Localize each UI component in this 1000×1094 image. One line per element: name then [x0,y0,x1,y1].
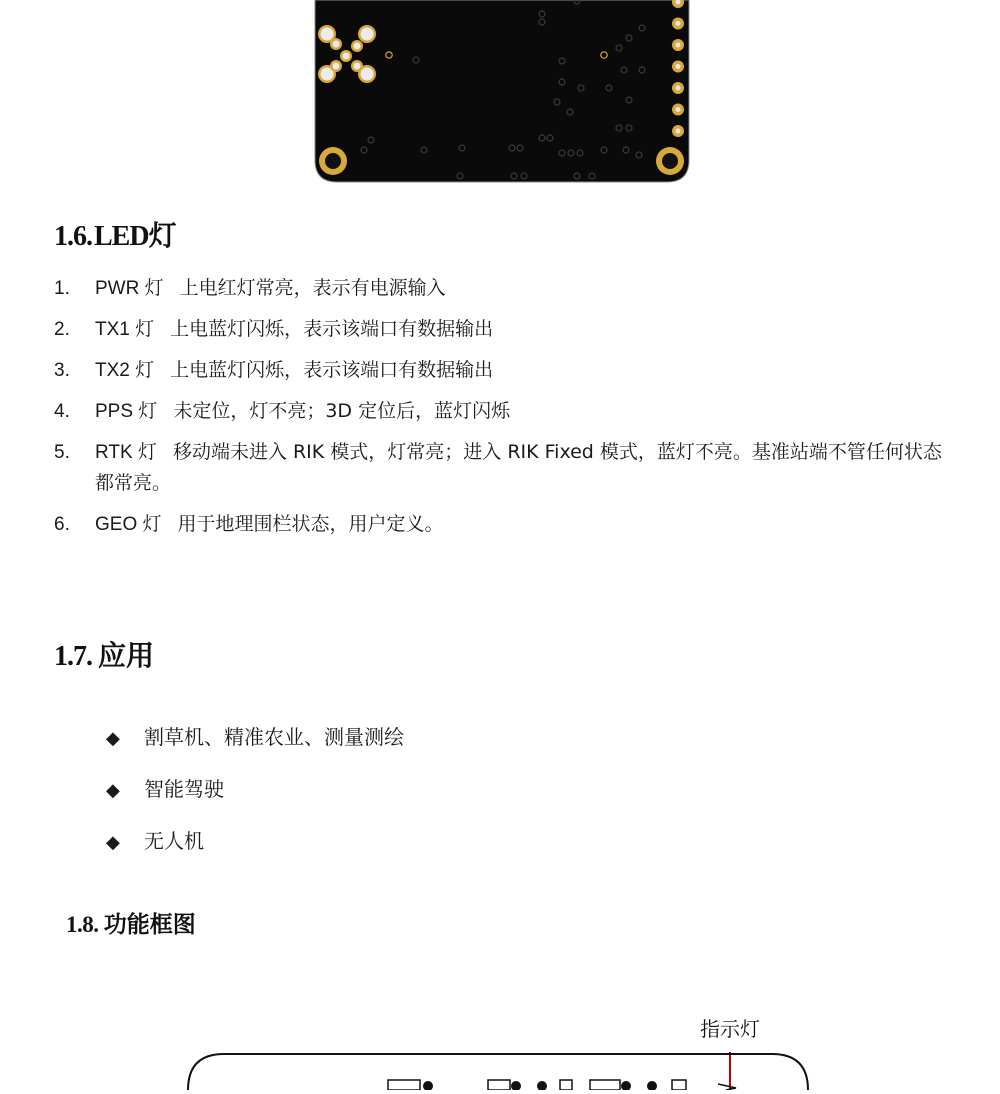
led-name: GEO 灯 [95,514,162,535]
applications-list [106,720,404,876]
diamond-bullet-icon: ◆ [106,780,120,801]
led-name: PPS 灯 [95,401,158,422]
mirrored-led-silkscreen [388,1080,736,1090]
edge-pad-center [676,64,681,69]
edge-pad-center [676,86,681,91]
led-list-item [54,396,954,427]
diagram-drawing [0,1010,1000,1090]
diamond-bullet-icon: ◆ [106,728,120,749]
application-text: 智能驾驶 [144,777,224,801]
list-number: 3. [54,360,70,381]
section-heading-led [54,214,177,254]
edge-pad-center [676,21,681,26]
led-description: 上电红灯常亮，表示有电源输入 [179,277,446,299]
section-number: 1.7. [54,641,92,672]
antenna-pad-center [333,41,340,48]
section-heading-applications [54,634,154,674]
antenna-pad-center [321,28,334,41]
led-list [54,273,954,550]
list-item-body [95,314,954,345]
led-name: TX1 灯 [95,319,155,340]
mounting-hole-center [325,153,341,169]
list-number: 1. [54,278,70,299]
antenna-pad-center [333,63,340,70]
list-item-body [95,396,954,427]
antenna-pad-center [343,53,350,60]
mounting-hole-center [662,153,678,169]
edge-pad-center [676,43,681,48]
diamond-bullet-icon: ◆ [106,832,120,853]
section-heading-function-diagram [66,906,196,939]
antenna-pad-center [361,68,374,81]
section-title: 功能框图 [103,912,196,938]
application-list-item [106,720,404,772]
led-name: RTK 灯 [95,442,157,463]
section-number: 1.6. [54,221,92,252]
function-block-diagram [0,1010,1000,1090]
application-list-item [106,824,404,876]
indicator-light-label: 指示灯 [700,1017,760,1041]
list-item-body [95,437,954,499]
led-description: 用于地理围栏状态，用户定义。 [177,513,444,535]
pcb-board-image [314,0,690,183]
list-item-body [95,273,954,304]
list-number: 4. [54,401,70,422]
section-title-latin: LED [94,221,149,252]
led-description: 上电蓝灯闪烁，表示该端口有数据输出 [170,359,494,381]
antenna-pad-center [354,63,361,70]
application-list-item [106,772,404,824]
list-item-body [95,355,954,386]
led-description: 上电蓝灯闪烁，表示该端口有数据输出 [170,318,494,340]
diagram-board-outline [188,1054,808,1090]
list-number: 2. [54,319,70,340]
led-description: 移动端未进入 RIK 模式，灯常亮；进入 RIK Fixed 模式，蓝灯不亮。基准站端不管任何状态都常亮。 [95,441,942,494]
edge-pad-center [676,129,681,134]
led-list-item [54,509,954,540]
led-list-item [54,314,954,345]
section-number: 1.8. [66,912,99,937]
led-list-item [54,355,954,386]
pcb-board-drawing [314,0,690,183]
list-number: 6. [54,514,70,535]
led-name: PWR 灯 [95,278,164,299]
antenna-pad-center [354,43,361,50]
edge-pad-center [676,107,681,112]
list-number: 5. [54,442,70,463]
application-text: 无人机 [144,829,204,853]
led-description: 未定位，灯不亮；3D 定位后，蓝灯闪烁 [173,400,511,422]
application-text: 割草机、精准农业、测量测绘 [144,725,404,749]
list-item-body [95,509,954,540]
led-list-item [54,273,954,304]
section-title: 应用 [98,639,155,672]
led-list-item [54,437,954,499]
antenna-pad-center [361,28,374,41]
section-title-cjk: 灯 [148,219,177,252]
led-name: TX2 灯 [95,360,155,381]
